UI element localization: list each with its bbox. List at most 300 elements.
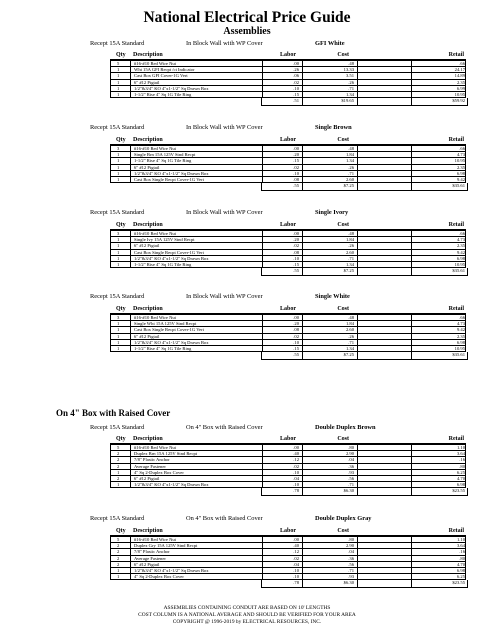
column-header-retail: Retail: [448, 52, 464, 58]
cell-divider: [302, 457, 303, 462]
cell-divider: [357, 470, 358, 475]
column-header-cost: Cost: [337, 528, 349, 534]
qty-cell: 1: [117, 574, 120, 580]
qty-cell: 2: [117, 543, 120, 549]
cell-divider: [357, 451, 358, 456]
cell-divider: [130, 482, 131, 487]
retail-cell: .16: [459, 549, 465, 555]
labor-cell: .02: [293, 243, 299, 249]
labor-cell: .40: [293, 451, 299, 457]
cell-divider: [130, 574, 131, 579]
labor-cell: .02: [293, 555, 299, 561]
qty-cell: 1: [117, 85, 120, 91]
total-labor: .51: [293, 98, 299, 104]
retail-cell: 6.98: [456, 339, 465, 345]
column-header-labor: Labor: [279, 52, 296, 58]
cost-cell: .26: [348, 79, 354, 85]
qty-cell: 3: [117, 315, 120, 320]
qty-cell: 1: [117, 261, 120, 267]
cost-cell: .71: [348, 85, 354, 91]
cost-cell: .93: [348, 469, 354, 475]
qty-cell: 2: [117, 475, 120, 481]
cell-divider: [130, 61, 131, 66]
assembly-table: [110, 136, 466, 191]
total-cost: $6.30: [343, 580, 354, 586]
cost-cell: 13.33: [343, 67, 354, 73]
qty-cell: 1: [117, 321, 120, 327]
cost-cell: .26: [348, 333, 354, 339]
labor-cell: .10: [293, 85, 299, 91]
description-cell: 1/2"&3/4" KO 4"x1-1/2" Sq Drawn Box: [134, 85, 209, 91]
labor-cell: .02: [293, 333, 299, 339]
assembly-type: Recept 15A Standard: [90, 515, 145, 522]
cell-divider: [130, 152, 131, 157]
cost-cell: .48: [348, 315, 354, 320]
cell-divider: [302, 237, 303, 242]
cell-divider: [130, 92, 131, 97]
cell-divider: [302, 476, 303, 481]
table-body: [110, 314, 466, 352]
page-title: National Electrical Price Guide: [143, 9, 351, 26]
description-cell: 6" #12 Pigtail: [134, 475, 160, 481]
labor-cell: .20: [293, 237, 299, 243]
labor-cell: .00: [293, 61, 299, 66]
cost-cell: .04: [348, 457, 354, 463]
retail-cell: 10.95: [454, 91, 465, 97]
cell-divider: [130, 237, 131, 242]
cell-divider: [357, 568, 358, 573]
totals-row: [261, 98, 468, 106]
assembly-heading: [90, 39, 490, 49]
cell-divider: [302, 549, 303, 554]
description-cell: #16-#10 Red Wire Nut: [134, 445, 176, 450]
cell-divider: [130, 543, 131, 548]
qty-cell: 1: [117, 249, 120, 255]
cell-divider: [130, 476, 131, 481]
description-cell: Single Wht 15A 125V Stnd Recpt: [134, 321, 197, 327]
description-cell: 1-1/2" Rise 4" Sq 1G Tile Ring: [134, 261, 192, 267]
table-header-row: [110, 527, 466, 536]
qty-cell: 1: [117, 152, 120, 158]
assembly-table: [110, 305, 466, 360]
cost-cell: .71: [348, 255, 354, 261]
column-header-description: Description: [133, 528, 163, 534]
total-retail: $23.55: [452, 488, 465, 494]
description-cell: Duplex Gry 15A 125V Stnd Recpt: [134, 543, 198, 549]
cell-divider: [130, 549, 131, 554]
assembly-table: [110, 221, 466, 276]
description-cell: 6" #12 Pigtail: [134, 333, 160, 339]
cell-divider: [357, 183, 358, 190]
qty-cell: 1: [117, 469, 120, 475]
labor-cell: .20: [293, 321, 299, 327]
description-cell: 6" #12 Pigtail: [134, 164, 160, 170]
cell-divider: [357, 158, 358, 163]
cell-divider: [130, 562, 131, 567]
cell-divider: [302, 243, 303, 248]
assembly-heading: [90, 514, 490, 524]
qty-cell: 5: [117, 445, 120, 450]
cost-cell: .71: [348, 482, 354, 488]
description-cell: Single Brn 15A 125V Stnd Recpt: [134, 152, 196, 158]
labor-cell: .04: [293, 475, 299, 481]
labor-cell: .20: [293, 152, 299, 158]
column-header-qty: Qty: [116, 528, 126, 534]
description-cell: 1-1/2" Rise 4" Sq 1G Tile Ring: [134, 91, 192, 97]
description-cell: Cast Box Single Recpt Cover-1G Vert: [134, 327, 204, 333]
qty-cell: 1: [117, 91, 120, 97]
cost-cell: .80: [348, 537, 354, 542]
qty-cell: 2: [117, 457, 120, 463]
cell-divider: [357, 580, 358, 587]
cell-divider: [357, 165, 358, 170]
labor-cell: .08: [293, 249, 299, 255]
retail-cell: 6.98: [456, 567, 465, 573]
cost-cell: .04: [348, 549, 354, 555]
cell-divider: [357, 73, 358, 78]
qty-cell: 2: [117, 463, 120, 469]
table-body: [110, 230, 466, 268]
cell-divider: [357, 86, 358, 91]
cost-cell: .71: [348, 170, 354, 176]
column-header-labor: Labor: [279, 528, 296, 534]
assembly-name: Double Duplex Gray: [315, 515, 372, 522]
footer-copyright: COPYRIGHT @ 1996-2019 by ELECTRICAL RESOURCES, INC.: [172, 619, 322, 625]
cell-divider: [357, 61, 358, 66]
retail-cell: 3.64: [456, 543, 465, 549]
cell-divider: [302, 165, 303, 170]
cost-cell: .48: [348, 231, 354, 236]
column-header-cost: Cost: [337, 137, 349, 143]
labor-cell: .10: [293, 567, 299, 573]
retail-cell: .66: [459, 315, 465, 320]
cost-cell: .48: [348, 61, 354, 66]
table-header-row: [110, 136, 466, 145]
cell-divider: [130, 262, 131, 267]
assembly-mounting: On 4" Box with Raised Cover: [186, 515, 263, 522]
labor-cell: .00: [293, 231, 299, 236]
cell-divider: [302, 568, 303, 573]
cell-divider: [130, 346, 131, 351]
assembly-mounting: In Block Wall with WP Cover: [186, 293, 263, 300]
total-cost: $6.30: [343, 488, 354, 494]
cell-divider: [130, 67, 131, 72]
column-header-retail: Retail: [448, 306, 464, 312]
retail-cell: 4.70: [456, 475, 465, 481]
cost-cell: 1.34: [345, 261, 354, 267]
cell-divider: [302, 80, 303, 85]
cell-divider: [357, 488, 358, 495]
labor-cell: .04: [293, 561, 299, 567]
assembly-name: GFI White: [315, 40, 345, 47]
qty-cell: 1: [117, 237, 120, 243]
description-cell: Average Fastener: [134, 555, 166, 561]
cell-divider: [357, 482, 358, 487]
cell-divider: [302, 256, 303, 261]
assembly-table: [110, 435, 466, 496]
cost-cell: .56: [348, 561, 354, 567]
footer-note-conduit: ASSEMBLIES CONTAINING CONDUIT ARE BASED ON 10' LENGTHS: [163, 605, 331, 611]
assembly-mounting: In Block Wall with WP Cover: [186, 124, 263, 131]
cell-divider: [130, 243, 131, 248]
labor-cell: .12: [293, 457, 299, 463]
retail-cell: 6.25: [456, 574, 465, 580]
cell-divider: [302, 177, 303, 182]
column-header-retail: Retail: [448, 222, 464, 228]
retail-cell: 14.89: [454, 73, 465, 79]
totals-row: [261, 488, 468, 496]
column-header-qty: Qty: [116, 52, 126, 58]
cell-divider: [302, 482, 303, 487]
retail-cell: .66: [459, 146, 465, 151]
retail-cell: 10.95: [454, 261, 465, 267]
description-cell: #16-#10 Red Wire Nut: [134, 537, 176, 542]
assembly-name: Single Brown: [315, 124, 352, 131]
cell-divider: [302, 556, 303, 561]
qty-cell: 1: [117, 243, 120, 249]
qty-cell: 1: [117, 333, 120, 339]
cell-divider: [302, 321, 303, 326]
assembly-mounting: On 4" Box with Raised Cover: [186, 424, 263, 431]
assembly-type: Recept 15A Standard: [90, 124, 145, 131]
retail-cell: .66: [459, 61, 465, 66]
column-header-retail: Retail: [448, 137, 464, 143]
cell-divider: [130, 537, 131, 542]
labor-cell: .08: [293, 327, 299, 333]
cell-divider: [357, 243, 358, 248]
cell-divider: [130, 250, 131, 255]
cell-divider: [130, 568, 131, 573]
cell-divider: [302, 146, 303, 151]
cost-cell: 2.60: [345, 327, 354, 333]
cell-divider: [302, 152, 303, 157]
cell-divider: [357, 464, 358, 469]
cell-divider: [302, 574, 303, 579]
column-header-cost: Cost: [337, 436, 349, 442]
total-cost: $7.25: [343, 352, 354, 358]
qty-cell: 1: [117, 567, 120, 573]
cell-divider: [130, 464, 131, 469]
qty-cell: 2: [117, 555, 120, 561]
description-cell: #16-#10 Red Wire Nut: [134, 231, 176, 236]
cost-cell: .26: [348, 243, 354, 249]
cell-divider: [130, 73, 131, 78]
retail-cell: 6.25: [456, 469, 465, 475]
retail-cell: 1.10: [456, 537, 465, 542]
qty-cell: 2: [117, 549, 120, 555]
cell-divider: [357, 67, 358, 72]
description-cell: 6" #12 Pigtail: [134, 561, 160, 567]
totals-row: [261, 352, 468, 360]
cell-divider: [357, 327, 358, 332]
column-header-cost: Cost: [337, 222, 349, 228]
cell-divider: [357, 334, 358, 339]
column-header-retail: Retail: [448, 436, 464, 442]
cell-divider: [357, 352, 358, 359]
cell-divider: [130, 327, 131, 332]
retail-cell: .66: [459, 231, 465, 236]
cell-divider: [302, 158, 303, 163]
assembly-name: Single Ivory: [315, 209, 349, 216]
labor-cell: .10: [293, 170, 299, 176]
cost-cell: 1.84: [345, 321, 354, 327]
cell-divider: [302, 73, 303, 78]
labor-cell: .15: [293, 261, 299, 267]
cell-divider: [357, 152, 358, 157]
cell-divider: [302, 334, 303, 339]
total-retail: $35.61: [452, 183, 465, 189]
retail-cell: 9.42: [456, 249, 465, 255]
assembly-heading: [90, 423, 490, 433]
retail-cell: 4.70: [456, 561, 465, 567]
cell-divider: [302, 262, 303, 267]
description-cell: Cast Box Single Recpt Cover-1G Vert: [134, 176, 204, 182]
total-retail: $59.92: [452, 98, 465, 104]
cost-cell: .26: [348, 164, 354, 170]
cost-cell: .71: [348, 567, 354, 573]
column-header-labor: Labor: [279, 306, 296, 312]
cell-divider: [302, 92, 303, 97]
cell-divider: [357, 445, 358, 450]
total-retail: $35.61: [452, 268, 465, 274]
total-retail: $35.61: [452, 352, 465, 358]
table-body: [110, 444, 466, 488]
description-cell: 6" #12 Pigtail: [134, 243, 160, 249]
description-cell: Cast Box Single Recpt Cover-1G Vert: [134, 249, 204, 255]
description-cell: 7/8" Plastic Anchor: [134, 457, 170, 463]
column-header-description: Description: [133, 222, 163, 228]
labor-cell: .10: [293, 255, 299, 261]
total-labor: .55: [293, 183, 299, 189]
cost-cell: .56: [348, 475, 354, 481]
description-cell: #16-#10 Red Wire Nut: [134, 315, 176, 320]
column-header-description: Description: [133, 436, 163, 442]
description-cell: Cast Box GFI Cover-1G Vert: [134, 73, 188, 79]
cell-divider: [357, 346, 358, 351]
labor-cell: .02: [293, 463, 299, 469]
cell-divider: [130, 340, 131, 345]
cell-divider: [357, 549, 358, 554]
cell-divider: [130, 177, 131, 182]
column-header-cost: Cost: [337, 306, 349, 312]
column-header-qty: Qty: [116, 436, 126, 442]
column-header-description: Description: [133, 52, 163, 58]
cell-divider: [302, 250, 303, 255]
cell-divider: [302, 543, 303, 548]
assembly-heading: [90, 292, 490, 302]
cell-divider: [357, 256, 358, 261]
cost-cell: .36: [348, 555, 354, 561]
qty-cell: 1: [117, 79, 120, 85]
cell-divider: [130, 445, 131, 450]
total-cost: $19.65: [341, 98, 354, 104]
cell-divider: [130, 256, 131, 261]
labor-cell: .00: [293, 537, 299, 542]
cell-divider: [302, 67, 303, 72]
assembly-name: Single White: [315, 293, 350, 300]
cell-divider: [302, 562, 303, 567]
cell-divider: [357, 556, 358, 561]
cell-divider: [357, 171, 358, 176]
column-header-labor: Labor: [279, 137, 296, 143]
retail-cell: 4.73: [456, 237, 465, 243]
cell-divider: [357, 476, 358, 481]
assembly-type: Recept 15A Standard: [90, 209, 145, 216]
assembly-type: Recept 15A Standard: [90, 293, 145, 300]
cell-divider: [357, 231, 358, 236]
totals-row: [261, 580, 468, 588]
cell-divider: [302, 171, 303, 176]
qty-cell: 1: [117, 339, 120, 345]
table-header-row: [110, 435, 466, 444]
column-header-cost: Cost: [337, 52, 349, 58]
cell-divider: [130, 165, 131, 170]
retail-cell: 6.99: [456, 85, 465, 91]
cell-divider: [357, 562, 358, 567]
description-cell: #16-#10 Red Wire Nut: [134, 61, 176, 66]
cell-divider: [357, 92, 358, 97]
cell-divider: [130, 470, 131, 475]
qty-cell: 3: [117, 146, 120, 151]
total-labor: .78: [293, 580, 299, 586]
column-header-qty: Qty: [116, 222, 126, 228]
labor-cell: .40: [293, 543, 299, 549]
cell-divider: [130, 80, 131, 85]
labor-cell: .15: [293, 91, 299, 97]
assembly-type: Recept 15A Standard: [90, 40, 145, 47]
labor-cell: .26: [293, 67, 299, 73]
column-header-qty: Qty: [116, 137, 126, 143]
retail-cell: 4.73: [456, 152, 465, 158]
labor-cell: .00: [293, 315, 299, 320]
retail-cell: 6.98: [456, 170, 465, 176]
cost-cell: 1.84: [345, 237, 354, 243]
cost-cell: 2.60: [345, 176, 354, 182]
description-cell: 4" Sq 2-Duplex Box Cover: [134, 469, 184, 475]
table-body: [110, 60, 466, 98]
qty-cell: 1: [117, 345, 120, 351]
cell-divider: [357, 177, 358, 182]
description-cell: 1-1/2" Rise 4" Sq 1G Tile Ring: [134, 345, 192, 351]
qty-cell: 3: [117, 231, 120, 236]
total-labor: .78: [293, 488, 299, 494]
cost-cell: 1.34: [345, 345, 354, 351]
totals-row: [261, 183, 468, 191]
description-cell: 7/8" Plastic Anchor: [134, 549, 170, 555]
footer-note-cost: COST COLUMN IS A NATIONAL AVERAGE AND SHOULD BE VERIFIED FOR YOUR AREA: [138, 612, 356, 618]
cell-divider: [130, 158, 131, 163]
cell-divider: [357, 262, 358, 267]
cell-divider: [302, 340, 303, 345]
retail-cell: .80: [459, 463, 465, 469]
cell-divider: [357, 537, 358, 542]
assembly-type: Recept 15A Standard: [90, 424, 145, 431]
retail-cell: 10.95: [454, 158, 465, 164]
cell-divider: [302, 445, 303, 450]
cost-cell: .48: [348, 146, 354, 151]
cell-divider: [302, 346, 303, 351]
cell-divider: [130, 86, 131, 91]
labor-cell: .10: [293, 469, 299, 475]
cost-cell: .80: [348, 445, 354, 450]
cell-divider: [302, 86, 303, 91]
qty-cell: 1: [117, 327, 120, 333]
qty-cell: 1: [117, 255, 120, 261]
total-cost: $7.25: [343, 183, 354, 189]
table-header-row: [110, 221, 466, 230]
qty-cell: 1: [117, 176, 120, 182]
cost-cell: 2.90: [345, 451, 354, 457]
